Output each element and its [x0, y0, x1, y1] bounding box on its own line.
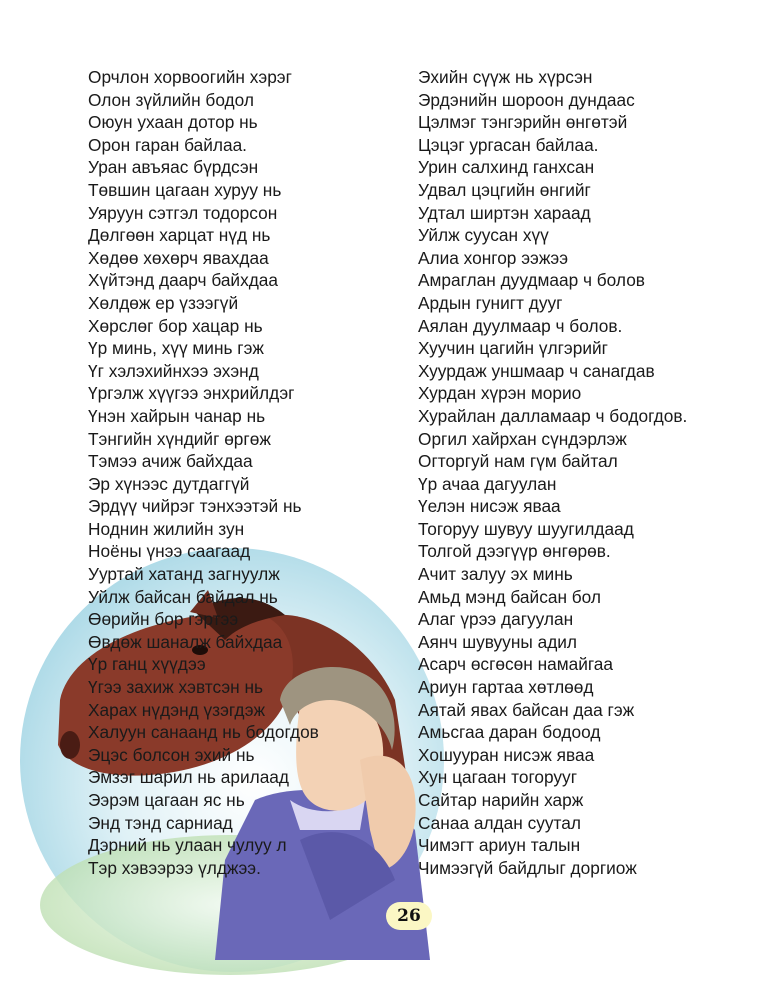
poem-line: Уйлж суусан хүү — [418, 225, 549, 246]
poem-line: Орон гаран байлаа. — [88, 134, 247, 155]
poem-line: Цэлмэг тэнгэрийн өнгөтэй — [418, 112, 628, 133]
poem-line: Үр ганц хүүдээ — [88, 654, 206, 675]
poem-line: Оргил хайрхан сүндэрлэж — [418, 428, 627, 449]
poem-line: Хошууран нисэж яваа — [418, 744, 595, 765]
poem-line: Үгээ захиж хэвтсэн нь — [88, 677, 264, 698]
poem-line: Уран авъяас бүрдсэн — [88, 157, 259, 178]
poem-line: Урин салхинд ганхсан — [418, 157, 595, 178]
poem-line: Огторгуй нам гүм байтал — [418, 451, 618, 472]
poem-line: Халуун санаанд нь бодогдов — [88, 722, 319, 743]
poem-line: Чимээгүй байдлыг доргиож — [418, 857, 637, 878]
poem-left-column — [88, 66, 319, 879]
poem-line: Энд тэнд сарниад — [88, 812, 233, 833]
poem-line: Удтал ширтэн хараад — [418, 202, 591, 223]
poem-line: Амьд мэнд байсан бол — [418, 586, 601, 607]
poem-line: Ноднин жилийн зун — [88, 518, 245, 539]
poem-line: Ардын гунигт дууг — [418, 292, 563, 313]
poem-line: Сайтар нарийн харж — [418, 790, 584, 810]
poem-line: Хөдөө хөхөрч явахдаа — [88, 247, 269, 268]
poem-line: Толгой дээгүүр өнгөрөв. — [418, 541, 611, 562]
poem-line: Үг хэлэхийнхээ эхэнд — [88, 360, 259, 381]
poem-line: Аятай явах байсан даа гэж — [418, 699, 635, 720]
poem-line: Үнэн хайрын чанар нь — [88, 405, 266, 426]
poem-line: Хуурдаж уншмаар ч санагдав — [418, 360, 655, 381]
horse-nostril — [60, 731, 80, 759]
poem-line: Харах нүдэнд үзэгдэж — [88, 699, 266, 720]
poem-line: Чимэгт ариун талын — [418, 835, 581, 856]
poem-line: Амраглан дуудмаар ч болов — [418, 270, 645, 291]
poem-line: Уйлж байсан байдал нь — [88, 586, 278, 607]
page-number-badge — [386, 902, 432, 930]
poem-line: Удвал цэцгийн өнгийг — [418, 179, 591, 200]
poem-line: Санаа алдан суутал — [418, 812, 581, 833]
poem-line: Өөрийн бор гэртээ — [88, 609, 239, 630]
poem-line: Үр ачаа дагуулан — [418, 473, 557, 494]
poem-line: Алиа хонгор ээжээ — [418, 247, 569, 268]
poem-line: Алаг үрээ дагуулан — [418, 609, 574, 630]
poem-line: Эхийн сүүж нь хүрсэн — [418, 67, 593, 87]
poem-line: Цэцэг ургасан байлаа. — [418, 134, 599, 155]
poem-line: Хөрслөг бор хацар нь — [88, 315, 263, 336]
poem-line: Эмзэг шарил нь арилаад — [88, 767, 289, 788]
poem-line: Дэрний нь улаан чулуу л — [88, 835, 287, 856]
poem-line: Асарч өсгөсөн намайгаа — [418, 654, 614, 675]
poem-line: Эрдүү чийрэг тэнхээтэй нь — [88, 496, 302, 517]
poem-line: Өвдөж шаналж байхдаа — [88, 631, 283, 652]
poem-line: Тэнгийн хүндийг өргөж — [88, 428, 271, 449]
poem-line: Хуучин цагийн үлгэрийг — [418, 338, 608, 359]
poem-line: Ээрэм цагаан яс нь — [88, 790, 245, 810]
poem-line: Хун цагаан тогорууг — [418, 767, 577, 788]
poem-line: Тэр хэвээрээ үлджээ. — [88, 857, 261, 878]
poem-line: Үелэн нисэж яваа — [418, 496, 561, 517]
poem-line: Ноёны үнээ саагаад — [88, 541, 251, 562]
poem-line: Хурдан хүрэн морио — [418, 383, 582, 404]
poem-line: Хүйтэнд даарч байхдаа — [88, 270, 279, 291]
poem-right-column — [418, 66, 687, 879]
poem-line: Эр хүнээс дутдаггүй — [88, 473, 250, 494]
poem-line: Эрдэнийн шороон дундаас — [418, 89, 635, 110]
poem-line: Дөлгөөн харцат нүд нь — [88, 225, 271, 246]
poem-line: Оюун ухаан дотор нь — [88, 112, 258, 133]
poem-line: Амьсгаа даран бодоод — [418, 722, 601, 743]
poem-line: Эцэс болсон эхий нь — [88, 744, 255, 765]
poem-line: Олон зүйлийн бодол — [88, 89, 254, 110]
poem-line: Тогоруу шувуу шуугилдаад — [418, 518, 634, 539]
poem-line: Хөлдөж ер үзээгүй — [88, 292, 239, 313]
poem-line: Тэмээ ачиж байхдаа — [88, 451, 253, 472]
poem-line: Аялан дуулмаар ч болов. — [418, 315, 623, 336]
page-number: 26 — [397, 906, 421, 926]
poem-line: Төвшин цагаан хуруу нь — [88, 179, 282, 200]
poem-line: Үргэлж хүүгээ энхрийлдэг — [88, 383, 295, 404]
poem-line: Аянч шувууны адил — [418, 631, 578, 652]
poem-line: Ууртай хатанд загнуулж — [88, 564, 280, 585]
poem-line: Үр минь, хүү минь гэж — [88, 338, 264, 359]
poem-line: Ариун гартаа хөтлөөд — [418, 677, 594, 698]
poem-line: Хурайлан далламаар ч бодогдов. — [418, 405, 688, 426]
poem-line: Ачит залуу эх минь — [418, 564, 573, 585]
poem-line: Уяруун сэтгэл тодорсон — [88, 202, 278, 223]
poem-line: Орчлон хорвоогийн хэрэг — [88, 67, 292, 87]
